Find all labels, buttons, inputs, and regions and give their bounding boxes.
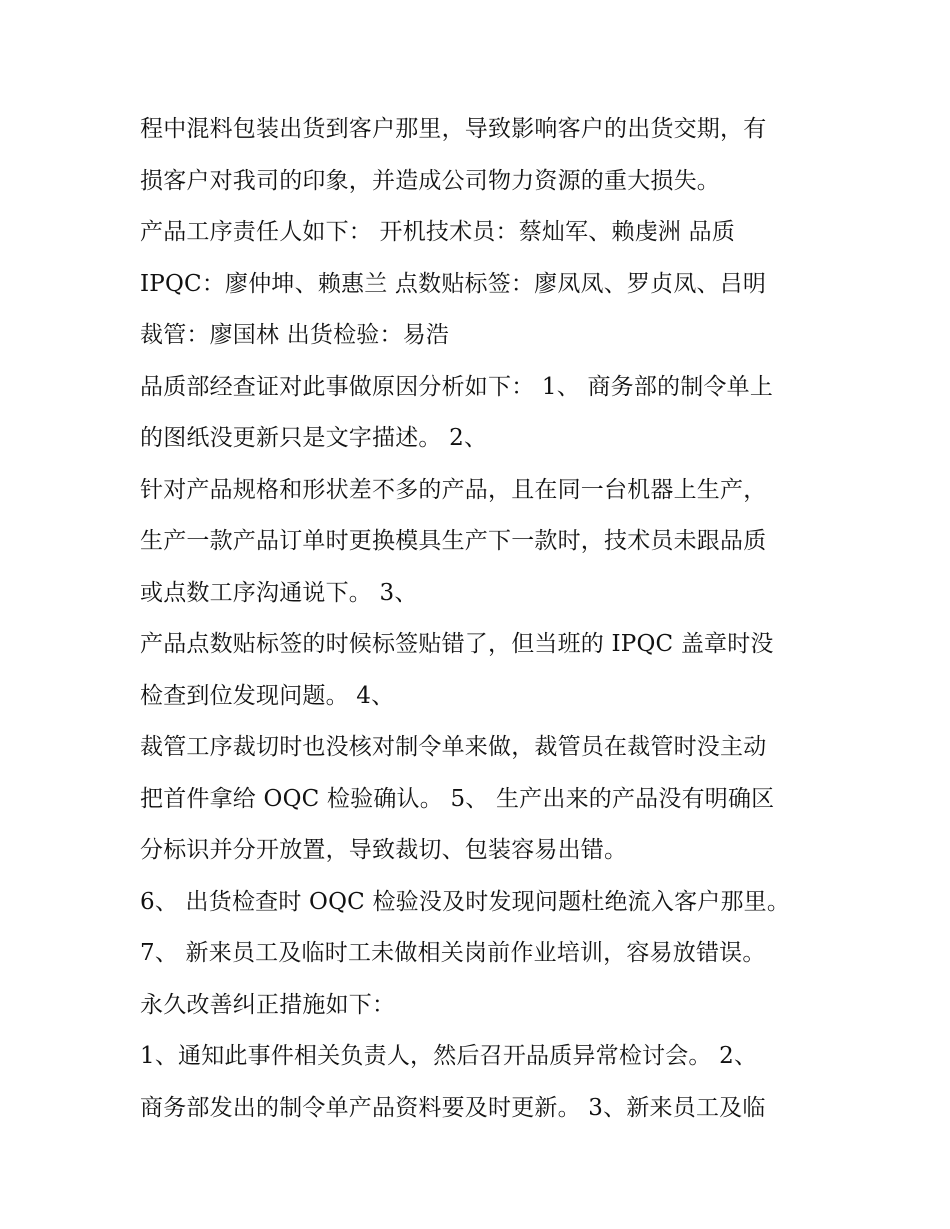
text-line: 1、通知此事件相关负责人，然后召开品质异常检讨会。 2、 — [140, 1043, 758, 1069]
text-line: 检查到位发现问题。 4、 — [140, 682, 395, 709]
text-line: 把首件拿给 OQC 检验确认。 5、 生产出来的产品没有明确区 — [140, 785, 775, 812]
text-line: 的图纸没更新只是文字描述。 2、 — [140, 425, 488, 451]
text-line: 裁管工序裁切时也没核对制令单来做，裁管员在裁管时没主动 — [140, 734, 767, 760]
body-text — [140, 104, 830, 1134]
text-line: 针对产品规格和形状差不多的产品，且在同一台机器上生产， — [140, 476, 767, 503]
text-line: 品质部经查证对此事做原因分析如下： 1、 商务部的制令单上 — [140, 373, 774, 400]
text-line: 产品工序责任人如下： 开机技术员：蔡灿军、赖虔洲 品质 — [140, 219, 736, 245]
text-line: 或点数工序沟通说下。 3、 — [140, 579, 418, 606]
text-line: 7、 新来员工及临时工未做相关岗前作业培训，容易放错误。 — [140, 940, 766, 966]
text-line: 程中混料包装出货到客户那里，导致影响客户的出货交期，有 — [140, 116, 767, 142]
text-line: 分标识并分开放置，导致裁切、包装容易出错。 — [140, 837, 628, 863]
text-line: 商务部发出的制令单产品资料要及时更新。 3、新来员工及临 — [140, 1094, 766, 1121]
text-line: IPQC：廖仲坤、赖惠兰 点数贴标签：廖凤凤、罗贞凤、吕明 — [140, 270, 767, 297]
text-line: 产品点数贴标签的时候标签贴错了，但当班的 IPQC 盖章时没 — [140, 631, 774, 657]
text-line: 生产一款产品订单时更换模具生产下一款时，技术员未跟品质 — [140, 528, 767, 554]
text-line: 6、 出货检查时 OQC 检验没及时发现问题杜绝流入客户那里。 — [140, 888, 791, 915]
text-line: 裁管：廖国林 出货检验：易浩 — [140, 322, 450, 348]
text-line: 损客户对我司的印象，并造成公司物力资源的重大损失。 — [140, 167, 720, 194]
text-line: 永久改善纠正措施如下： — [140, 991, 396, 1018]
